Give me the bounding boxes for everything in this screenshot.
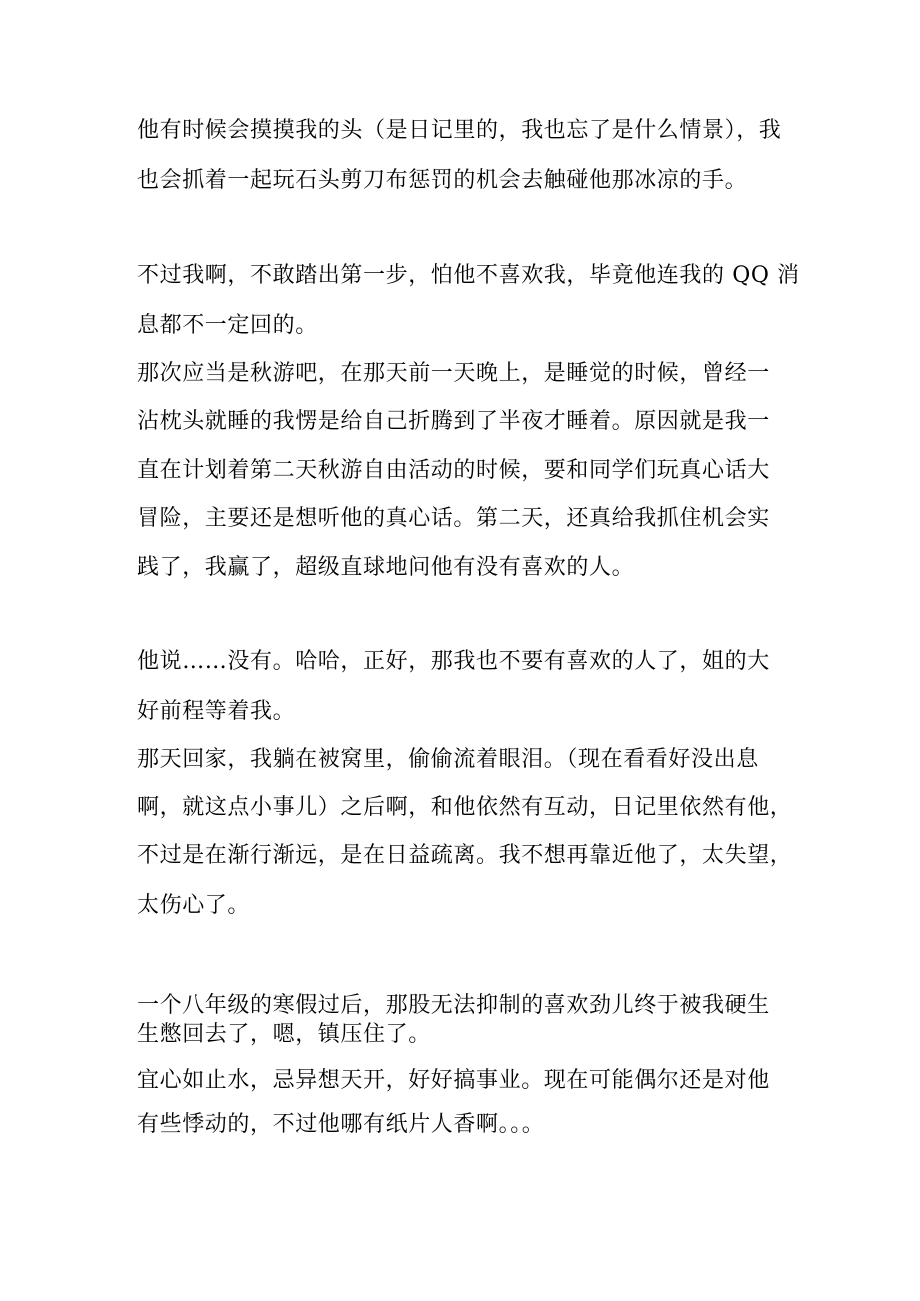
text-line: 践了，我赢了，超级直球地问他有没有喜欢的人。 <box>137 555 635 580</box>
text-line: 不过是在渐行渐远，是在日益疏离。我不想再靠近他了，太失望， <box>137 843 793 868</box>
text-line: 直在计划着第二天秋游自由活动的时候，要和同学们玩真心话大 <box>137 458 770 483</box>
text-line: 太伤心了。 <box>137 893 251 918</box>
text-line: 那天回家，我躺在被窝里，偷偷流着眼泪。（现在看看好没出息 <box>137 747 759 772</box>
text-line: 不过我啊，不敢踏出第一步，怕他不喜欢我，毕竟他连我的 QQ 消 <box>137 263 800 288</box>
text-line: 他说……没有。哈哈，正好，那我也不要有喜欢的人了，姐的大 <box>137 649 770 674</box>
text-line: 宜心如止水，忌异想天开，好好搞事业。现在可能偶尔还是对他 <box>137 1068 770 1093</box>
text-line: 也会抓着一起玩石头剪刀布惩罚的机会去触碰他那冰凉的手。 <box>137 168 748 193</box>
text-line: 那次应当是秋游吧，在那天前一天晚上，是睡觉的时候，曾经一 <box>137 361 770 386</box>
text-line: 有些悸动的，不过他哪有纸片人香啊。。。 <box>137 1112 545 1137</box>
text-line: 生憋回去了，嗯，镇压住了。 <box>137 1022 431 1047</box>
text-line: 他有时候会摸摸我的头（是日记里的，我也忘了是什么情景），我 <box>137 118 782 143</box>
text-line: 冒险，主要还是想听他的真心话。第二天，还真给我抓住机会实 <box>137 506 770 531</box>
text-line: 一个八年级的寒假过后，那股无法抑制的喜欢劲儿终于被我硬生 <box>137 993 770 1018</box>
text-line: 沾枕头就睡的我愣是给自己折腾到了半夜才睡着。原因就是我一 <box>137 409 770 434</box>
text-line: 息都不一定回的。 <box>137 313 318 338</box>
text-line: 好前程等着我。 <box>137 699 296 724</box>
text-line: 啊，就这点小事儿）之后啊，和他依然有互动，日记里依然有他， <box>137 795 793 820</box>
